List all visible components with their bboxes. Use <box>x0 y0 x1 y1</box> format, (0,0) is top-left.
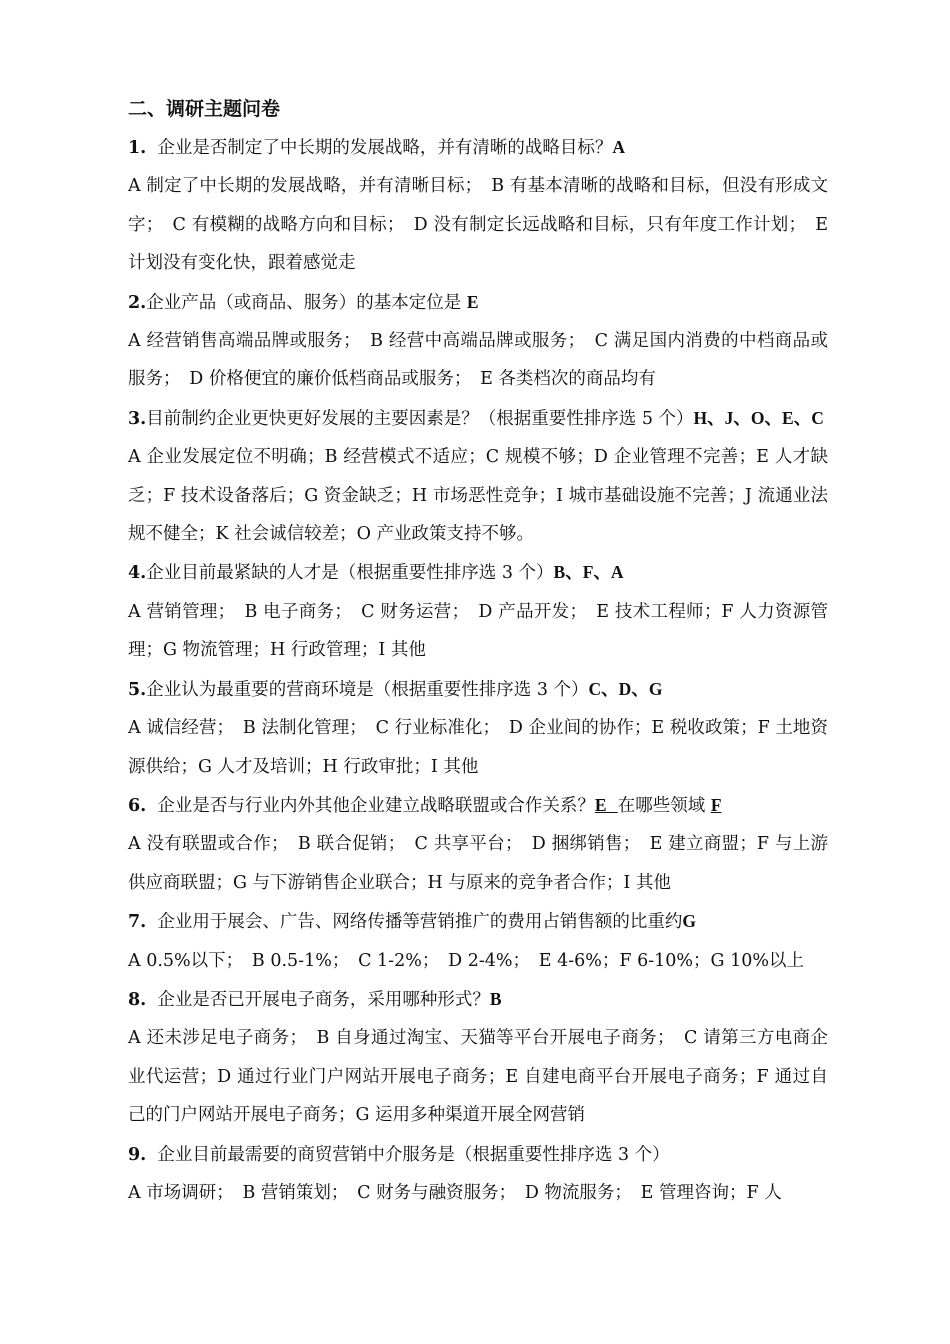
question-number: 1. <box>128 138 147 158</box>
question-text <box>128 283 828 322</box>
question-options: A 经营销售高端品牌或服务； B 经营中高端品牌或服务； C 满足国内消费的中档商品或服务； D 价格便宜的廉价低档商品或服务； E 各类档次的商品均有 <box>128 331 828 390</box>
question-prompt: 企业用于展会、广告、网络传播等营销推广的费用占销售额的比重约 <box>157 912 683 933</box>
question-answer-followup: F <box>710 794 722 815</box>
question-text <box>128 980 828 1019</box>
question-text <box>128 553 828 592</box>
question-answer: C、D、G <box>588 678 663 699</box>
question-answer: E <box>594 794 607 815</box>
question-answer: G <box>682 911 697 932</box>
question-number: 3. <box>128 408 147 429</box>
question-answer: A <box>612 137 626 157</box>
question-options: A 企业发展定位不明确；B 经营模式不适应；C 规模不够；D 企业管理不完善；E 人才缺乏；F 技术设备落后；G 资金缺乏；H 市场恶性竞争；I 城市基础设施不完善；J 流通业法规不健全；K 社会诚信较差；O 产业政策支持不够。 <box>128 447 828 545</box>
question-options: A 还未涉足电子商务； B 自身通过淘宝、天猫等平台开展电子商务； C 请第三方电商企业代运营；D 通过行业门户网站开展电子商务；E 自建电商平台开展电子商务；F 通过自己的门户网站开展电子商务；G 运用多种渠道开展全网营销 <box>128 1028 828 1126</box>
question-answer: E <box>466 291 479 312</box>
question-text <box>128 902 828 941</box>
question-options: A 没有联盟或合作； B 联合促销； C 共享平台； D 捆绑销售； E 建立商盟；F 与上游供应商联盟；G 与下游销售企业联合；H 与原来的竞争者合作；I 其他 <box>128 834 828 893</box>
question-options: A 诚信经营； B 法制化管理； C 行业标准化； D 企业间的协作；E 税收政策；F 土地资源供给；G 人才及培训；H 行政审批；I 其他 <box>128 718 828 777</box>
question-2 <box>128 283 828 399</box>
question-number: 2. <box>128 292 147 313</box>
question-text <box>128 786 828 825</box>
question-number: 6. <box>128 795 147 816</box>
question-6 <box>128 786 828 902</box>
question-answer: B、F、A <box>553 562 624 583</box>
question-9 <box>128 1135 828 1213</box>
question-3 <box>128 399 828 554</box>
question-prompt: 企业是否制定了中长期的发展战略，并有清晰的战略目标？ <box>157 138 613 158</box>
question-1 <box>128 128 828 283</box>
question-prompt-followup: 在哪些领域 <box>617 795 706 816</box>
question-text <box>128 399 828 438</box>
question-7 <box>128 902 828 980</box>
question-5 <box>128 670 828 786</box>
question-prompt: 企业认为最重要的营商环境是（根据重要性排序选 3 个） <box>146 679 589 700</box>
question-answer: H、J、O、E、C <box>693 407 824 428</box>
question-options: A 0.5%以下； B 0.5-1%； C 1-2%； D 2-4%； E 4-6%；F 6-10%；G 10%以上 <box>128 950 804 971</box>
question-prompt: 企业是否与行业内外其他企业建立战略联盟或合作关系？ <box>157 795 595 816</box>
question-text <box>128 128 828 167</box>
question-number: 9. <box>128 1144 147 1165</box>
question-prompt: 企业目前最需要的商贸营销中介服务是（根据重要性排序选 3 个） <box>157 1144 670 1165</box>
question-options: A 制定了中长期的发展战略，并有清晰目标； B 有基本清晰的战略和目标，但没有形成文字； C 有模糊的战略方向和目标； D 没有制定长远战略和目标，只有年度工作计划； E 计划没有变化快，跟着感觉走 <box>128 176 828 274</box>
question-number: 4. <box>128 563 147 584</box>
question-prompt: 目前制约企业更快更好发展的主要因素是？（根据重要性排序选 5 个） <box>146 408 694 429</box>
question-number: 5. <box>128 679 147 700</box>
section-heading: 二、调研主题问卷 <box>128 98 281 120</box>
question-prompt: 企业是否已开展电子商务，采用哪种形式？ <box>157 989 490 1010</box>
questionnaire-page <box>128 90 828 1212</box>
question-8 <box>128 980 828 1135</box>
question-number: 8. <box>128 989 147 1010</box>
question-prompt: 企业产品（或商品、服务）的基本定位是 <box>146 292 462 313</box>
question-4 <box>128 553 828 669</box>
question-answer: B <box>489 988 502 1009</box>
question-text <box>128 670 828 709</box>
question-options: A 营销管理； B 电子商务； C 财务运营； D 产品开发； E 技术工程师；F 人力资源管理；G 物流管理；H 行政管理；I 其他 <box>128 601 828 661</box>
question-number: 7. <box>128 912 147 933</box>
question-options: A 市场调研； B 营销策划； C 财务与融资服务； D 物流服务； E 管理咨询；F 人 <box>128 1182 782 1203</box>
question-prompt: 企业目前最紧缺的人才是（根据重要性排序选 3 个） <box>146 563 554 584</box>
question-text <box>128 1135 828 1174</box>
